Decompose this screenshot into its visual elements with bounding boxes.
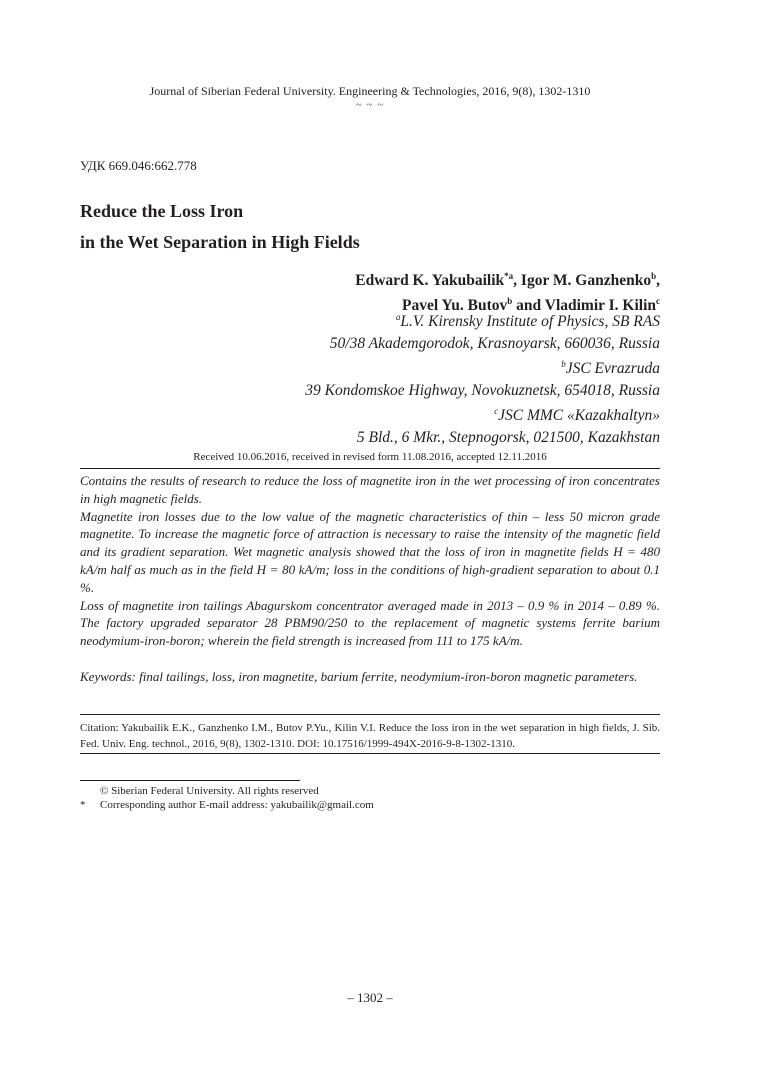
abstract (80, 472, 660, 650)
asterisk-marker: * (80, 799, 86, 811)
divider-top (80, 468, 660, 469)
corresponding-author-text: Corresponding author E-mail address: yakubailik@gmail.com (100, 799, 374, 811)
conjunction: and (516, 297, 542, 315)
page-number: – 1302 – (347, 990, 393, 1005)
copyright-note (80, 784, 660, 798)
corresponding-author-note (80, 798, 660, 812)
affiliation-marker: a (395, 312, 401, 322)
author-marker: b (507, 296, 513, 307)
author-name: Vladimir I. Kilin (544, 297, 656, 315)
abstract-paragraph-3: Loss of magnetite iron tailings Abagurskom concentrator averaged made in 2013 – 0.9 % in 2014 – 0.89 %. The factory upgraded separator 28 PBM90/250 to the replacement of magnetic systems ferrite barium neodymium-iron-boron; wherein the field strength is increased from 111 to 175 kA/m. (80, 597, 660, 649)
udk-code: УДК 669.046:662.778 (80, 158, 197, 173)
affiliation-name: L.V. Kirensky Institute of Physics, SB RAS (400, 313, 660, 331)
affiliation-c-name (240, 401, 660, 427)
affiliation-a-name (240, 307, 660, 333)
author-name: Pavel Yu. Butov (402, 297, 508, 315)
received-dates: Received 10.06.2016, received in revised form 11.08.2016, accepted 12.11.2016 (193, 451, 547, 463)
title-line-1: Reduce the Loss Iron (80, 201, 244, 221)
title-line-2: in the Wet Separation in High Fields (80, 232, 360, 252)
header-ornament: ~ ~ ~ (355, 99, 385, 111)
affiliation-b-name (240, 354, 660, 380)
affiliation-name: JSC Evrazruda (565, 360, 660, 378)
affiliation-marker: c (494, 406, 499, 417)
author-name: Edward K. Yakubailik (355, 272, 505, 290)
affiliation-c-address: 5 Bld., 6 Mkr., Stepnogorsk, 021500, Kazakhstan (356, 428, 660, 446)
affiliation-b-address: 39 Kondomskoe Highway, Novokuznetsk, 654018, Russia (305, 381, 660, 399)
affiliation-a-address: 50/38 Akademgorodok, Krasnoyarsk, 660036, Russia (329, 334, 660, 352)
author-marker: b (651, 271, 657, 281)
author-marker: c (656, 296, 660, 307)
divider-citation-top (80, 714, 660, 715)
copyright-text: © Siberian Federal University. All rights reserved (100, 785, 319, 797)
abstract-paragraph-1: Contains the results of research to reduce the loss of magnetite iron in the wet processing of iron concentrates in high magnetic fields. (80, 473, 660, 506)
journal-header: Journal of Siberian Federal University. Engineering & Technologies, 2016, 9(8), 1302-1310 (149, 84, 591, 98)
affiliation-marker: b (561, 359, 566, 370)
divider-citation-bottom (80, 753, 660, 754)
author-name: Igor M. Ganzhenko (520, 272, 652, 290)
abstract-paragraph-2: Magnetite iron losses due to the low value of the magnetic characteristics of thin – less 50 micron grade magnetite. To increase the magnetic force of attraction is necessary to raise the intensity of the magnetic field and its gradient separation. Wet magnetic analysis showed that the loss of iron in magnetite fields H = 480 kA/m half as much as in the field H = 80 kA/m; loss in the conditions of high-gradient separation to about 0.1 %. (80, 508, 660, 595)
affiliation-list (240, 307, 660, 448)
citation: Citation: Yakubailik E.K., Ganzhenko I.M., Butov P.Yu., Kilin V.I. Reduce the loss iron in the wet separation in high fields, J. Sib. Fed. Univ. Eng. technol., 2016, 9(8), 1302-1310. DOI: 10.17516/1999-494X-2016-9-8-1302-1310. (80, 722, 660, 750)
keywords: Keywords: final tailings, loss, iron magnetite, barium ferrite, neodymium-iron-boron magnetic parameters. (80, 669, 638, 684)
footnotes (80, 784, 660, 812)
author-marker: *a (504, 271, 514, 281)
footnote-divider (80, 780, 300, 781)
affiliation-name: JSC MMC «Kazakhaltyn» (498, 407, 660, 425)
author-line-1: Edward K. Yakubailik$^{*a}$, Igor M. Ganzhenko$^b$, (355, 271, 660, 290)
article-title (80, 196, 360, 258)
